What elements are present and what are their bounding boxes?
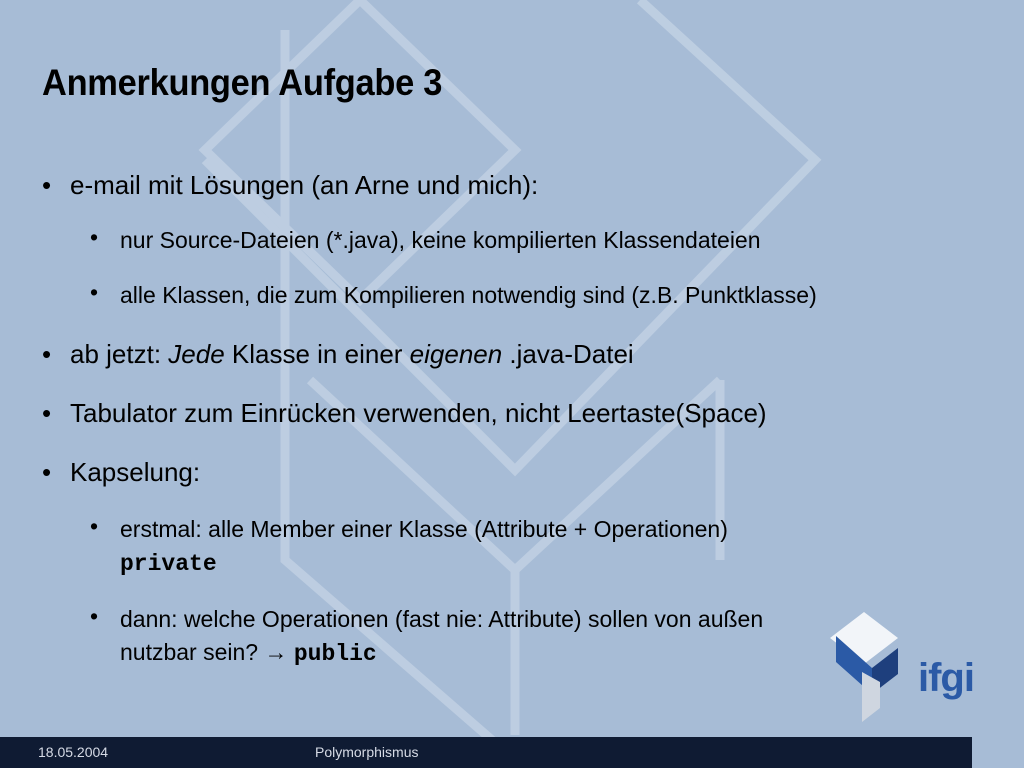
- bullet-dot: •: [42, 339, 52, 369]
- bullet-email: • e-mail mit Lösungen (an Arne und mich):: [42, 170, 539, 200]
- bullet-dot: •: [42, 398, 52, 428]
- bullet-each-class: • ab jetzt: Jede Klasse in einer eigenen .java-Datei: [42, 339, 634, 369]
- bullet-dot: •: [90, 279, 99, 305]
- bullet-dot: •: [90, 513, 99, 539]
- ifgi-logo-mark: [828, 612, 900, 727]
- bullet-tabulator: • Tabulator zum Einrücken verwenden, nicht Leertaste(Space): [42, 398, 767, 428]
- bullet-dot: •: [90, 224, 99, 250]
- arrow-icon: →: [264, 639, 288, 665]
- logo-text: ifgi: [918, 656, 974, 700]
- bullet-public: • dann: welche Operationen (fast nie: Attribute) sollen von außen nutzbar sein? → public: [90, 603, 764, 667]
- bullet-dot: •: [90, 603, 99, 629]
- bullet-source-files: • nur Source-Dateien (*.java), keine kompilierten Klassendateien: [90, 224, 761, 253]
- slide-title: Anmerkungen Aufgabe 3: [42, 62, 443, 103]
- code-private: private: [120, 551, 217, 577]
- footer-topic: Polymorphismus: [315, 744, 419, 760]
- bullet-private: • erstmal: alle Member einer Klasse (Attribute + Operationen) private: [90, 513, 728, 577]
- bullet-encapsulation: • Kapselung:: [42, 457, 201, 487]
- code-public: public: [293, 641, 377, 667]
- bullet-all-classes: • alle Klassen, die zum Kompilieren notwendig sind (z.B. Punktklasse): [90, 279, 817, 308]
- footer-date: 18.05.2004: [38, 744, 109, 760]
- footer-bar: [0, 737, 972, 768]
- bullet-dot: •: [42, 170, 52, 200]
- bullet-dot: •: [42, 457, 52, 487]
